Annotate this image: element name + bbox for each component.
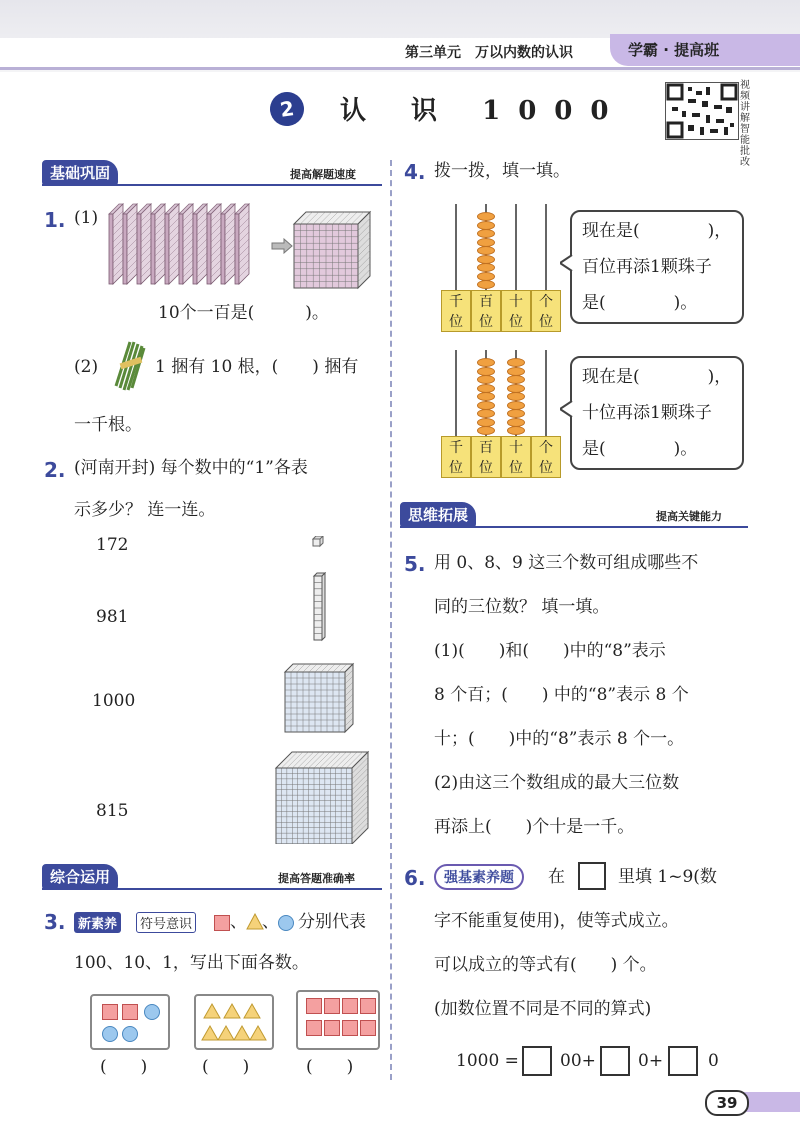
abacus-bead[interactable] xyxy=(507,401,525,410)
abacus-bead[interactable] xyxy=(477,238,495,247)
thousand-cube-image xyxy=(292,210,376,292)
abacus-bead[interactable] xyxy=(507,418,525,427)
q5-number: 5. xyxy=(404,552,426,576)
q4-card1-line3[interactable]: 是( )。 xyxy=(582,293,698,313)
q6-line3[interactable]: 可以成立的等式有( ) 个。 xyxy=(434,955,657,975)
q2-number-981[interactable]: 981 xyxy=(96,607,129,627)
abacus-bead[interactable] xyxy=(477,409,495,418)
abacus-rod xyxy=(455,204,457,290)
abacus-bead[interactable] xyxy=(507,384,525,393)
abacus-bead[interactable] xyxy=(477,358,495,367)
abacus-bead[interactable] xyxy=(477,367,495,376)
q4-text: 拨一拨，填一填。 xyxy=(434,161,570,181)
q6-badge: 强基素养题 xyxy=(434,864,524,890)
q5-line4[interactable]: 8 个百；( ) 中的“8”表示 8 个 xyxy=(434,685,689,705)
q3-card-3 xyxy=(296,990,380,1050)
q6-line2: 字不能重复使用)，使等式成立。 xyxy=(434,911,679,931)
place-label: 百 位 xyxy=(471,290,501,332)
lesson-title: 认 识 1000 xyxy=(340,96,627,126)
abacus-bead[interactable] xyxy=(477,229,495,238)
lesson-number-badge: 2 xyxy=(268,90,306,128)
q5-line6: (2)由这三个数组成的最大三位数 xyxy=(434,773,680,793)
q2-number-815[interactable]: 815 xyxy=(96,801,129,821)
section-sub-basic: 提高解题速度 xyxy=(290,168,356,181)
q6-eq-start: 1000 = xyxy=(456,1051,519,1071)
section-rule-expand xyxy=(400,526,748,528)
section-tag-basic: 基础巩固 xyxy=(42,160,118,186)
q1-number: 1. xyxy=(44,208,66,232)
header-rule xyxy=(0,67,800,70)
place-label: 千 位 xyxy=(441,436,471,478)
q3-sep1: 、 xyxy=(230,912,247,932)
q3-line2: 100、10、1，写出下面各数。 xyxy=(74,953,309,973)
section-rule-apply xyxy=(42,888,382,890)
unit-cube-image[interactable] xyxy=(312,536,324,548)
q4-card-2 xyxy=(570,356,744,470)
abacus-bead[interactable] xyxy=(477,401,495,410)
abacus-bead[interactable] xyxy=(477,280,495,289)
place-label: 个 位 xyxy=(531,290,561,332)
q1-part2-text-cont: 一千根。 xyxy=(74,415,142,435)
abacus-rod xyxy=(455,350,457,436)
q5-line7[interactable]: 再添上( )个十是一千。 xyxy=(434,817,635,837)
page-tab xyxy=(740,1092,800,1112)
place-label: 百 位 xyxy=(471,436,501,478)
abacus-bead[interactable] xyxy=(507,409,525,418)
circle-symbol-icon xyxy=(278,915,294,931)
q6-eq-part2: 0+ xyxy=(638,1051,664,1071)
q5-line3[interactable]: (1)( )和( )中的“8”表示 xyxy=(434,641,666,661)
section-sub-expand: 提高关键能力 xyxy=(656,510,722,523)
abacus-rod xyxy=(515,204,517,290)
abacus-rod xyxy=(545,204,547,290)
place-label: 千 位 xyxy=(441,290,471,332)
abacus-bead[interactable] xyxy=(477,246,495,255)
abacus-bead[interactable] xyxy=(477,418,495,427)
q3-card-2 xyxy=(194,994,274,1050)
section-tag-expand: 思维拓展 xyxy=(400,502,476,528)
card2-pointer xyxy=(560,401,574,417)
q6-eq-part3: 0 xyxy=(708,1051,719,1071)
abacus-bead[interactable] xyxy=(507,426,525,435)
q2-line1: (河南开封) 每个数中的“1”各表 xyxy=(74,458,308,478)
q1-part1-caption: 10个一百是( )。 xyxy=(158,303,329,323)
section-rule-basic xyxy=(42,184,382,186)
ten-rod-image[interactable] xyxy=(312,572,326,644)
q2-line2: 示多少？ 连一连。 xyxy=(74,500,216,520)
q6-box-tens[interactable] xyxy=(600,1046,630,1076)
abacus-bead[interactable] xyxy=(507,358,525,367)
q6-box-ones[interactable] xyxy=(668,1046,698,1076)
abacus-bead[interactable] xyxy=(507,375,525,384)
abacus-bead[interactable] xyxy=(477,255,495,264)
q6-line4: (加数位置不同是不同的算式) xyxy=(434,999,652,1019)
abacus-bead[interactable] xyxy=(477,392,495,401)
abacus-rod xyxy=(545,350,547,436)
place-label: 个 位 xyxy=(531,436,561,478)
q6-line1b: 里填 1~9(数 xyxy=(618,867,717,887)
q4-card2-line2: 十位再添1颗珠子 xyxy=(582,403,712,423)
q3-line1-tail: 分别代表 xyxy=(298,912,366,932)
q4-card-1 xyxy=(570,210,744,324)
q3-answer-2[interactable]: ( ) xyxy=(202,1057,250,1077)
abacus-1 xyxy=(440,204,562,332)
q4-card1-line2: 百位再添1颗珠子 xyxy=(582,257,712,277)
hundred-flat-image[interactable] xyxy=(283,662,355,736)
q2-number-1000[interactable]: 1000 xyxy=(92,691,136,711)
column-divider xyxy=(390,160,392,1080)
q2-number: 2. xyxy=(44,458,66,482)
q3-badge-new-literacy: 新素养 xyxy=(74,912,121,933)
place-label: 十 位 xyxy=(501,436,531,478)
abacus-bead[interactable] xyxy=(477,263,495,272)
q6-eq-part1: 00+ xyxy=(560,1051,596,1071)
hundred-flats-image xyxy=(105,200,275,290)
abacus-bead[interactable] xyxy=(477,272,495,281)
qr-code-icon[interactable] xyxy=(665,82,739,140)
q1-part1-label: (1) xyxy=(74,208,99,228)
q4-number: 4. xyxy=(404,160,426,184)
unit-title: 第三单元 万以内数的认识 xyxy=(405,45,573,61)
brand-label: 学霸 · 提高班 xyxy=(610,34,800,66)
q6-line1a: 在 xyxy=(548,867,565,887)
card1-pointer xyxy=(560,255,574,271)
qr-side-label: 视频讲解 智能批改 xyxy=(740,80,750,168)
abacus-bead[interactable] xyxy=(477,426,495,435)
q3-answer-3[interactable]: ( ) xyxy=(306,1057,354,1077)
q4-card2-line3[interactable]: 是( )。 xyxy=(582,439,698,459)
q5-line5[interactable]: 十；( )中的“8”表示 8 个一。 xyxy=(434,729,685,749)
q3-badge-symbol-sense: 符号意识 xyxy=(136,912,196,933)
q4-card1-line1[interactable]: 现在是( )， xyxy=(582,221,732,241)
q3-number: 3. xyxy=(44,910,66,934)
abacus-bead[interactable] xyxy=(507,367,525,376)
q1-part2-text: 1 捆有 10 根，( ) 捆有 xyxy=(155,357,359,377)
place-label: 十 位 xyxy=(501,290,531,332)
q3-sep2: 、 xyxy=(262,912,279,932)
arrow-right-icon xyxy=(270,238,294,254)
stick-bundle-icon xyxy=(110,338,150,392)
page-number: 39 xyxy=(705,1090,749,1116)
thousand-cube-option[interactable] xyxy=(272,748,372,844)
abacus-bead[interactable] xyxy=(507,392,525,401)
square-symbol-icon xyxy=(214,915,230,931)
abacus-bead[interactable] xyxy=(477,221,495,230)
q2-number-172[interactable]: 172 xyxy=(96,535,129,555)
q1-part2-label: (2) xyxy=(74,357,99,377)
q6-number: 6. xyxy=(404,866,426,890)
q6-box-hundreds[interactable] xyxy=(522,1046,552,1076)
q3-card-1 xyxy=(90,994,170,1050)
section-tag-apply: 综合运用 xyxy=(42,864,118,890)
section-sub-apply: 提高答题准确率 xyxy=(278,872,355,885)
q6-example-box xyxy=(578,862,606,890)
abacus-bead[interactable] xyxy=(477,212,495,221)
abacus-bead[interactable] xyxy=(477,384,495,393)
abacus-bead[interactable] xyxy=(477,375,495,384)
q5-line1: 用 0、8、9 这三个数可组成哪些不 xyxy=(434,553,699,573)
q3-answer-1[interactable]: ( ) xyxy=(100,1057,148,1077)
q5-line2: 同的三位数？ 填一填。 xyxy=(434,597,610,617)
q4-card2-line1[interactable]: 现在是( )， xyxy=(582,367,732,387)
abacus-2 xyxy=(440,350,562,478)
